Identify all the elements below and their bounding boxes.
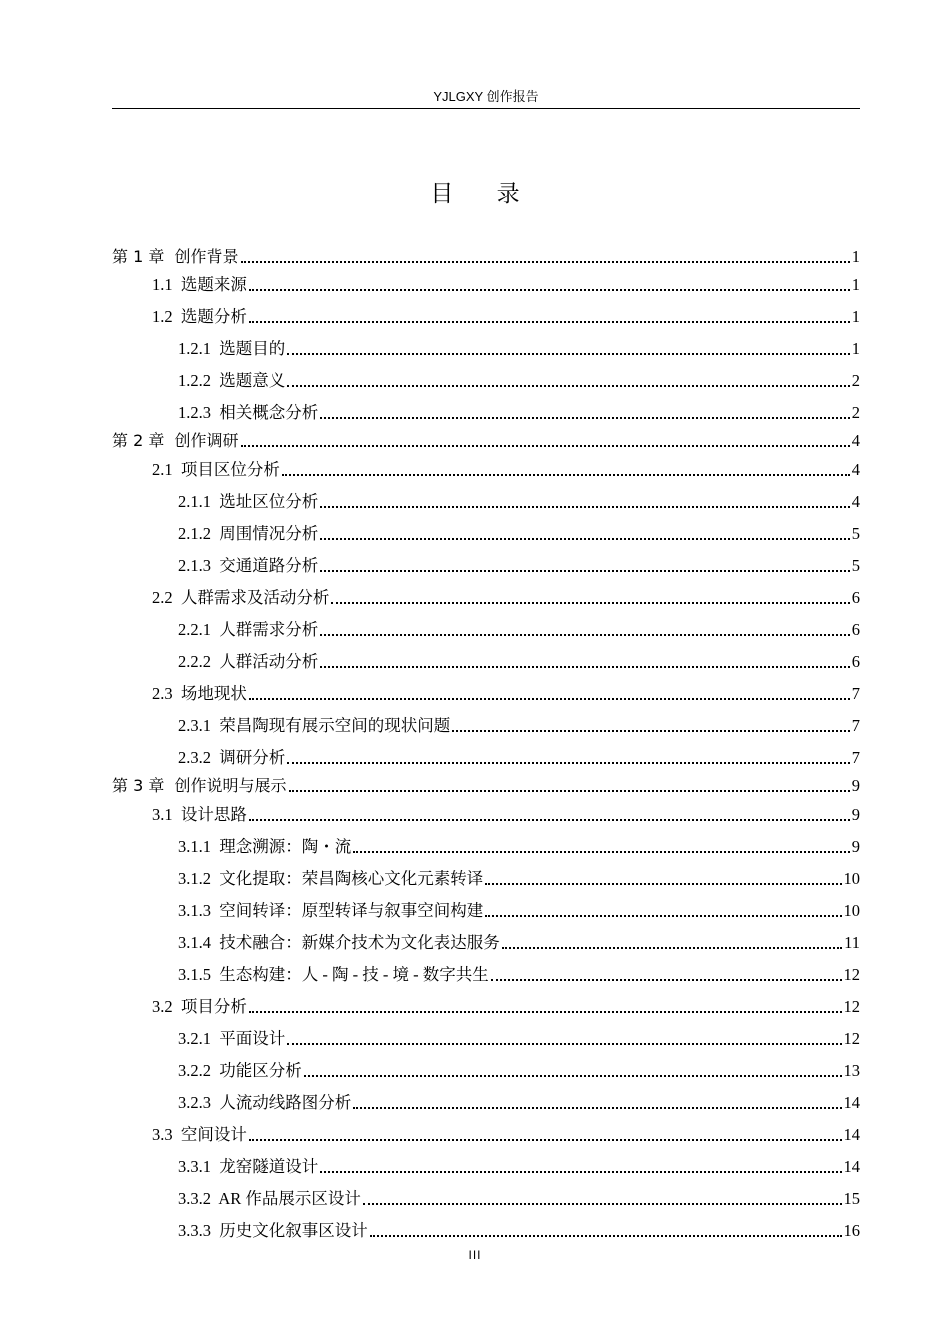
toc-entry-number: 2.1.2 [178,524,211,543]
dot-leader [287,352,850,355]
dot-leader [370,1234,842,1237]
dot-leader [304,1074,842,1077]
dot-leader [353,850,850,853]
toc-entry-number: 3.3.3 [178,1221,211,1240]
toc-entry-title [178,836,351,858]
toc-entry-number: 2.3 [152,684,173,703]
toc-entry-title [178,1092,351,1114]
toc-entry-label: 荣昌陶现有展示空间的现状问题 [219,716,451,735]
toc-entry-title [178,964,489,986]
toc-entry[interactable] [112,364,860,392]
toc-entry[interactable] [112,1214,860,1242]
toc-entry[interactable] [112,268,860,296]
toc-entry-number: 2.3.2 [178,748,211,767]
toc-entry-label: 历史文化叙事区设计 [219,1221,368,1240]
toc-entry-page: 16 [843,1221,860,1240]
toc-entry-page: 14 [843,1093,860,1112]
toc-entry-number: 2.1.1 [178,492,211,511]
dot-leader [287,384,850,387]
dot-leader [249,818,850,821]
toc-entry[interactable] [112,613,860,641]
toc-entry-label: 空间转译：原型转译与叙事空间构建 [219,901,484,920]
toc-entry-title [178,555,318,577]
toc-entry-title [112,775,287,797]
toc-title: 目 录 [430,181,538,207]
toc-entry-page: 10 [843,869,860,888]
toc-entry[interactable] [112,1086,860,1114]
dot-leader [485,914,841,917]
toc-entry-page: 7 [851,748,860,767]
toc-entry-page: 13 [843,1061,860,1080]
toc-entry-page: 2 [851,403,860,422]
page-number: III [468,1248,482,1262]
dot-leader [320,633,850,636]
toc-entry-title [112,430,239,452]
toc-entry-page: 4 [851,460,860,479]
toc-entry-page: 5 [851,524,860,543]
toc-entry-page: 9 [851,776,860,795]
toc-entry-number: 3.1.2 [178,869,211,888]
toc-entry-label: 项目分析 [180,997,247,1016]
toc-entry-page: 9 [851,805,860,824]
toc-entry-page: 4 [851,492,860,511]
toc-entry-number: 2.2.1 [178,620,211,639]
toc-entry-label: 理念溯源：陶・流 [219,837,352,856]
toc-entry[interactable] [112,1022,860,1050]
toc-entry[interactable] [112,396,860,424]
toc-entry-title [152,306,247,328]
dot-leader [320,569,850,572]
toc-entry-number: 1.2.2 [178,371,211,390]
toc-entry-number: 3.3 [152,1125,173,1144]
toc-entry-page: 12 [843,1029,860,1048]
dot-leader [249,1138,842,1141]
dot-leader [491,978,842,981]
toc-entry[interactable] [112,709,860,737]
toc-entry-title [152,459,280,481]
toc-entry-label: 调研分析 [219,748,286,767]
toc-entry-label: 选址区位分析 [219,492,319,511]
toc-entry[interactable] [112,862,860,890]
toc-entry[interactable] [112,798,860,826]
toc-entry-page: 6 [851,620,860,639]
header-text: YJLGXY 创作报告 [433,89,539,104]
dot-leader [320,537,850,540]
toc-entry-page: 7 [851,684,860,703]
toc-entry-label: 生态构建：人 - 陶 - 技 - 境 - 数字共生 [219,965,489,984]
toc-entry-number: 3.1.1 [178,837,211,856]
dot-leader [249,288,850,291]
toc-entry[interactable] [112,517,860,545]
toc-entry-label: 创作调研 [174,431,239,450]
toc-entry-number: 2.1 [152,460,173,479]
toc-entry[interactable] [112,645,860,673]
toc-entry-label: 选题意义 [219,371,286,390]
toc-entry-page: 6 [851,588,860,607]
toc-entry[interactable] [112,581,860,609]
toc-entry-number: 1.2.1 [178,339,211,358]
toc-entry[interactable] [112,769,860,797]
dot-leader [249,697,850,700]
toc-entry-label: 场地现状 [180,684,247,703]
toc-entry-number: 第 1 章 [112,247,165,266]
toc-entry[interactable] [112,677,860,705]
dot-leader [320,505,850,508]
toc-entry-title [178,715,450,737]
toc-entry-title [178,1028,285,1050]
toc-entry-title [152,274,247,296]
toc-entry[interactable] [112,300,860,328]
toc-entry-title [178,338,285,360]
toc-entry[interactable] [112,1150,860,1178]
toc-entry-label: 交通道路分析 [219,556,319,575]
toc-entry-number: 第 2 章 [112,431,165,450]
dot-leader [287,761,850,764]
toc-entry-page: 15 [843,1189,860,1208]
toc-entry-title [178,747,285,769]
toc-entry-label: 人流动线路图分析 [219,1093,352,1112]
toc-entry-title [152,804,247,826]
toc-entry-page: 10 [843,901,860,920]
toc-entry[interactable] [112,240,860,268]
dot-leader [289,789,850,792]
toc-entry[interactable] [112,332,860,360]
toc-entry[interactable] [112,1182,860,1210]
toc-entry-label: 创作背景 [174,247,239,266]
toc-entry[interactable] [112,958,860,986]
toc-entry-title [112,246,239,268]
toc-entry-title [178,370,285,392]
toc-entry-label: 周围情况分析 [219,524,319,543]
toc-entry-label: 人群活动分析 [219,652,319,671]
toc-entry-number: 2.1.3 [178,556,211,575]
toc-entry-title [152,587,329,609]
toc-entry-number: 2.3.1 [178,716,211,735]
toc-entry[interactable] [112,1118,860,1146]
toc-entry[interactable] [112,453,860,481]
toc-entry-title [178,1188,361,1210]
dot-leader [249,320,850,323]
dot-leader [331,601,849,604]
toc-entry-title [178,900,483,922]
toc-entry-title [178,651,318,673]
toc-entry-label: 选题来源 [180,275,247,294]
toc-entry[interactable] [112,1054,860,1082]
dot-leader [363,1202,842,1205]
toc-entry-number: 1.1 [152,275,173,294]
toc-entry-page: 9 [851,837,860,856]
toc-entry-label: 功能区分析 [219,1061,302,1080]
toc-entry-label: 人群需求分析 [219,620,319,639]
dot-leader [282,473,850,476]
toc-entry-label: 龙窑隧道设计 [219,1157,319,1176]
toc-entry-page: 11 [844,933,860,952]
toc-entry-number: 3.1 [152,805,173,824]
toc-entry-page: 4 [851,431,860,450]
toc-entry-label: 相关概念分析 [219,403,319,422]
toc-entry-title [152,683,247,705]
toc-entry-title [178,1220,368,1242]
toc-entry-page: 1 [851,275,860,294]
toc-entry-label: 选题目的 [219,339,286,358]
toc-entry-label: 项目区位分析 [180,460,280,479]
toc-entry-number: 3.1.5 [178,965,211,984]
toc-entry-title [178,491,318,513]
toc-entry-number: 1.2.3 [178,403,211,422]
toc-entry-page: 6 [851,652,860,671]
toc-entry-number: 3.3.1 [178,1157,211,1176]
toc-entry-number: 3.1.4 [178,933,211,952]
dot-leader [241,444,850,447]
toc-entry-label: 平面设计 [219,1029,286,1048]
toc-entry[interactable] [112,894,860,922]
toc-entry-number: 3.2.3 [178,1093,211,1112]
toc-entry-page: 1 [851,339,860,358]
dot-leader [320,665,850,668]
dot-leader [320,416,850,419]
dot-leader [353,1106,841,1109]
toc-entry[interactable] [112,549,860,577]
toc-entry-label: 人群需求及活动分析 [180,588,330,607]
toc-entry[interactable] [112,990,860,1018]
toc-entry-number: 3.1.3 [178,901,211,920]
toc-entry-number: 3.2 [152,997,173,1016]
toc-entry-title [152,1124,247,1146]
toc-entry-page: 7 [851,716,860,735]
dot-leader [241,260,850,263]
dot-leader [287,1042,841,1045]
toc-entry-number: 第 3 章 [112,776,165,795]
toc-entry-number: 3.3.2 [178,1189,211,1208]
toc-entry-page: 12 [843,965,860,984]
dot-leader [249,1010,842,1013]
toc-entry[interactable] [112,830,860,858]
toc-entry-label: 选题分析 [180,307,247,326]
page-header [112,86,860,109]
page-footer [0,1248,950,1262]
toc-entry-page: 2 [851,371,860,390]
toc-entry-title [178,932,500,954]
toc-entry-title [178,1156,318,1178]
toc-entry[interactable] [112,424,860,452]
toc-entry-page: 1 [851,247,860,266]
toc-entry-title [178,619,318,641]
toc-entry[interactable] [112,485,860,513]
dot-leader [485,882,841,885]
dot-leader [320,1170,841,1173]
toc-entry-number: 2.2 [152,588,173,607]
toc-entry-page: 14 [843,1157,860,1176]
toc-entry-number: 1.2 [152,307,173,326]
toc-entry-label: 空间设计 [180,1125,247,1144]
toc-entry-number: 3.2.2 [178,1061,211,1080]
toc-entry-number: 3.2.1 [178,1029,211,1048]
toc-entry-label: AR 作品展示区设计 [218,1189,361,1208]
dot-leader [502,946,842,949]
toc-entry-title [178,868,483,890]
toc-entry-page: 1 [851,307,860,326]
toc-entry-title [152,996,247,1018]
toc-entry-title [178,402,318,424]
dot-leader [452,729,850,732]
toc-entry[interactable] [112,741,860,769]
toc-entry[interactable] [112,926,860,954]
toc-entry-label: 设计思路 [180,805,247,824]
toc-entry-number: 2.2.2 [178,652,211,671]
toc-entry-label: 技术融合：新媒介技术为文化表达服务 [219,933,500,952]
toc-entry-page: 5 [851,556,860,575]
toc-entry-label: 文化提取：荣昌陶核心文化元素转译 [219,869,484,888]
toc-entry-title [178,523,318,545]
toc-entry-title [178,1060,302,1082]
toc-entry-label: 创作说明与展示 [174,776,287,795]
toc-entry-page: 12 [843,997,860,1016]
toc-entry-page: 14 [843,1125,860,1144]
